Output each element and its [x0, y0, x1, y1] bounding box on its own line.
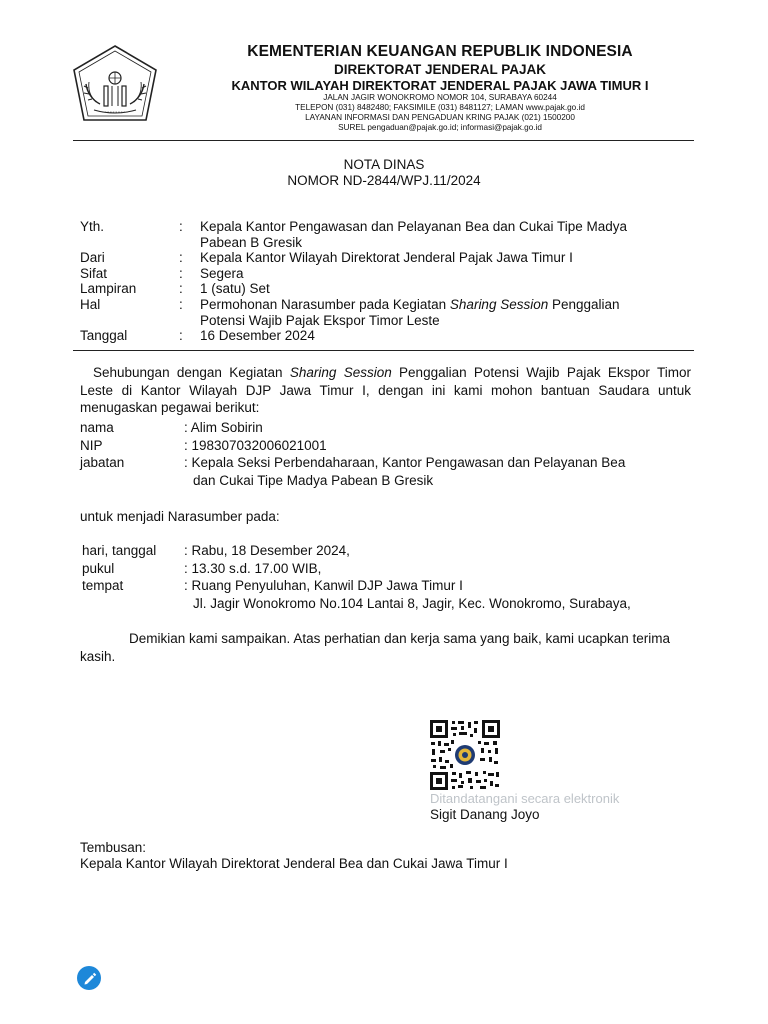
carbon-copy-recipient: Kepala Kantor Wilayah Direktorat Jenderal Bea dan Cukai Jawa Timur I: [80, 856, 508, 871]
event-label: tempat: [82, 578, 124, 593]
meta-row-dari: [80, 250, 680, 266]
meta-label: Tanggal: [80, 328, 128, 344]
letterhead: [160, 42, 720, 133]
event-label: hari, tanggal: [82, 543, 157, 558]
employee-row-nama: [80, 419, 690, 437]
e-signature-note: Ditandatangani secara elektronik: [430, 791, 620, 806]
document-type: NOTA DINAS: [343, 157, 425, 172]
office-name: KANTOR WILAYAH DIREKTORAT JENDERAL PAJAK JAWA TIMUR I: [231, 78, 649, 93]
employee-value: : Alim Sobirin: [184, 420, 263, 435]
meta-row-tanggal: [80, 328, 680, 344]
document-number: NOMOR ND-2844/WPJ.11/2024: [287, 173, 481, 188]
office-service: LAYANAN INFORMASI DAN PENGADUAN KRING PAJAK (021) 1500200: [305, 113, 575, 122]
employee-details: [80, 419, 690, 489]
meta-label: Lampiran: [80, 281, 137, 297]
meta-row-yth: [80, 219, 680, 250]
employee-row-jabatan: [80, 454, 690, 489]
meta-colon: :: [179, 250, 183, 266]
carbon-copy-section: [80, 840, 508, 872]
paragraph-text: Penggalian Potensi Wajib Pajak Ekspor Timor Leste di Kantor Wilayah DJP Jawa Timur I, dengan ini kami mohon bantuan Saudara untuk menugaskan pegawai berikut:: [80, 365, 691, 415]
employee-label: NIP: [80, 437, 103, 453]
meta-colon: :: [179, 281, 183, 297]
request-intro: untuk menjadi Narasumber pada:: [80, 509, 280, 524]
opening-paragraph: [80, 364, 691, 417]
event-row-place: [82, 577, 692, 612]
employee-label: nama: [80, 420, 114, 435]
meta-colon: :: [179, 265, 183, 281]
meta-value-line: Kepala Kantor Pengawasan dan Pelayanan Bea dan Cukai Tipe Madya: [200, 219, 628, 234]
meta-value: 16 Desember 2024: [200, 328, 315, 344]
event-row-date: [82, 542, 692, 560]
employee-label: jabatan: [80, 455, 125, 470]
floating-edit-button[interactable]: [77, 966, 101, 990]
meta-value: 1 (satu) Set: [200, 281, 270, 297]
meta-row-hal: [80, 297, 680, 328]
meta-colon: :: [179, 328, 183, 344]
office-email: SUREL pengaduan@pajak.go.id; informasi@pajak.go.id: [338, 123, 542, 132]
event-value-line: Jl. Jagir Wonokromo No.104 Lantai 8, Jagir, Kec. Wonokromo, Surabaya,: [193, 595, 631, 611]
signatory-name: Sigit Danang Joyo: [430, 807, 540, 822]
meta-value: [200, 297, 680, 328]
employee-value: : 198307032006021001: [184, 437, 327, 453]
meta-value: Kepala Kantor Wilayah Direktorat Jenderal Pajak Jawa Timur I: [200, 250, 573, 266]
meta-value-line: Potensi Wajib Pajak Ekspor Timor Leste: [200, 312, 440, 328]
meta-value-text: Penggalian: [548, 296, 620, 312]
document-title: [0, 157, 768, 189]
meta-label: Yth.: [80, 219, 105, 234]
employee-value: [184, 454, 690, 489]
office-address: JALAN JAGIR WONOKROMO NOMOR 104, SURABAYA 60244: [323, 93, 557, 102]
meta-value: Segera: [200, 265, 244, 281]
event-value: [184, 577, 692, 612]
paragraph-emphasis: Sharing Session: [289, 365, 392, 380]
office-phone: TELEPON (031) 8482480; FAKSIMILE (031) 8481127; LAMAN www.pajak.go.id: [295, 103, 585, 112]
employee-value-line: dan Cukai Tipe Madya Pabean B Gresik: [193, 472, 434, 488]
meta-colon: :: [179, 219, 183, 234]
ministry-name: KEMENTERIAN KEUANGAN REPUBLIK INDONESIA: [247, 43, 633, 60]
ministry-emblem-icon: [72, 44, 158, 126]
carbon-copy-label: Tembusan:: [80, 840, 147, 855]
edit-pen-icon: [77, 966, 101, 990]
meta-value-emphasis: Sharing Session: [449, 296, 549, 312]
event-label: pukul: [82, 560, 115, 576]
employee-row-nip: [80, 437, 690, 455]
meta-row-sifat: [80, 266, 680, 282]
letterhead-divider: [73, 140, 694, 141]
meta-value-line: Pabean B Gresik: [200, 234, 303, 250]
closing-paragraph: Demikian kami sampaikan. Atas perhatian dan kerja sama yang baik, kami ucapkan terima kasih.: [80, 631, 671, 664]
meta-row-lampiran: [80, 281, 680, 297]
qr-code-icon: [430, 720, 500, 790]
meta-value-text: Permohonan Narasumber pada Kegiatan: [200, 296, 450, 312]
paragraph-text: Sehubungan dengan Kegiatan: [93, 365, 290, 380]
header-divider: [73, 350, 694, 351]
event-details: [82, 542, 692, 612]
event-row-time: [82, 560, 692, 578]
directorate-name: DIREKTORAT JENDERAL PAJAK: [333, 62, 547, 77]
employee-value-line: : Kepala Seksi Perbendaharaan, Kantor Pengawasan dan Pelayanan Bea: [184, 455, 626, 470]
event-value-line: : Ruang Penyuluhan, Kanwil DJP Jawa Timur I: [184, 578, 463, 593]
meta-label: Sifat: [80, 265, 108, 281]
event-value: : Rabu, 18 Desember 2024,: [184, 543, 350, 558]
meta-label: Dari: [80, 250, 105, 266]
meta-label: Hal: [80, 296, 101, 312]
meta-value: [200, 219, 680, 250]
event-value: : 13.30 s.d. 17.00 WIB,: [184, 560, 322, 576]
memo-header-table: [80, 219, 680, 344]
meta-colon: :: [179, 296, 183, 312]
